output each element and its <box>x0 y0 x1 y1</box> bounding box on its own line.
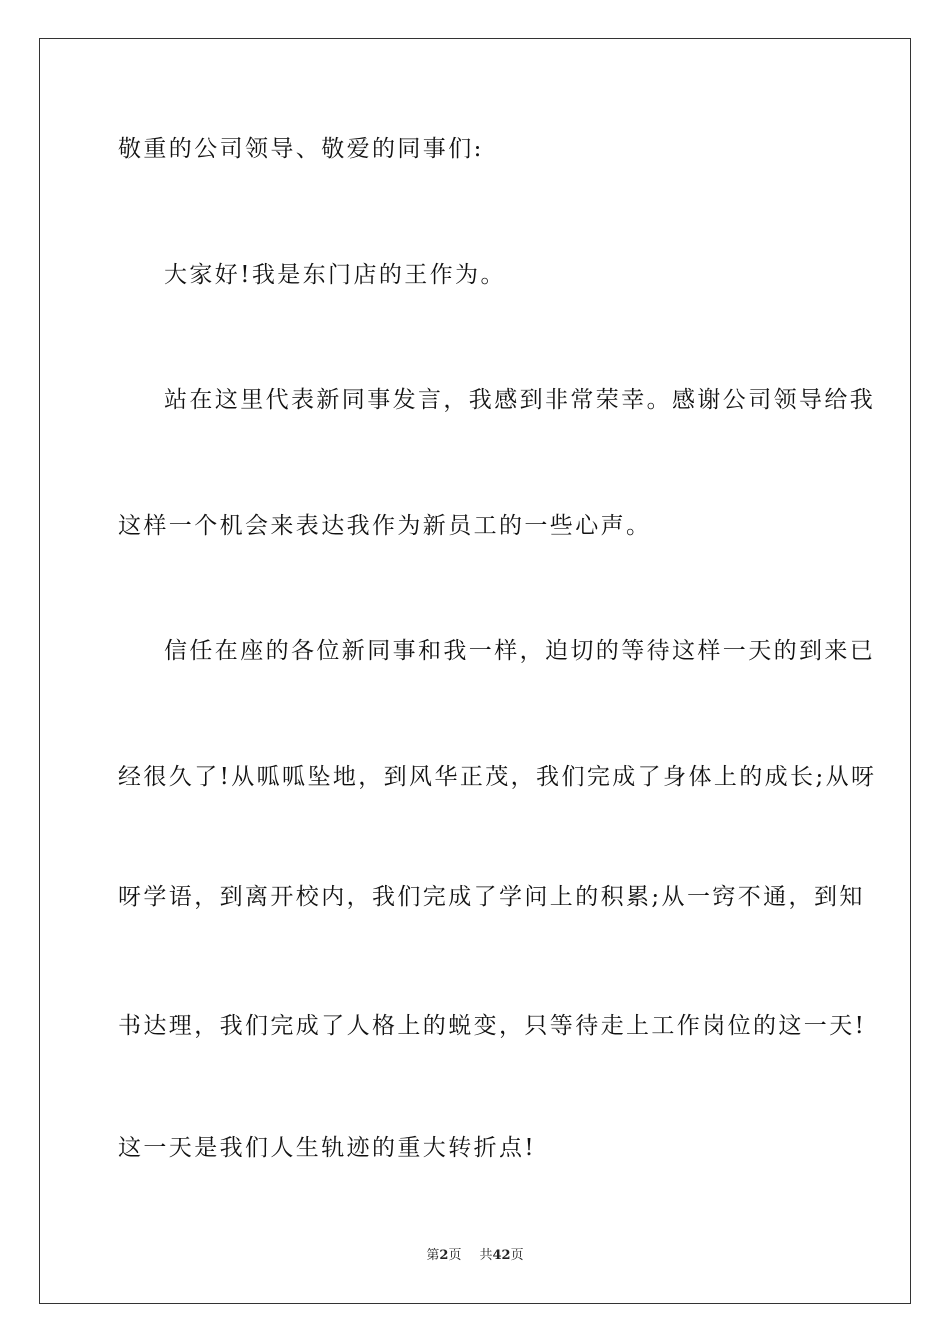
salutation-line: 敬重的公司领导、敬爱的同事们: <box>118 136 484 162</box>
total-prefix: 共 <box>479 1248 493 1263</box>
paragraph-line: 这一天是我们人生轨迹的重大转折点! <box>118 1135 537 1161</box>
page-suffix: 页 <box>448 1248 462 1263</box>
page-number: 2 <box>439 1248 449 1263</box>
page-footer <box>0 1247 950 1265</box>
page-prefix: 第 <box>426 1248 440 1263</box>
total-pages: 42 <box>492 1248 511 1263</box>
greeting-line: 大家好!我是东门店的王作为。 <box>164 262 506 288</box>
paragraph-line: 经很久了!从呱呱坠地，到风华正茂，我们完成了身体上的成长;从呀 <box>118 764 877 790</box>
page-border <box>39 38 911 1304</box>
paragraph-line: 呀学语，到离开校内，我们完成了学问上的积累;从一窍不通，到知 <box>118 884 865 910</box>
paragraph-line: 这样一个机会来表达我作为新员工的一些心声。 <box>118 513 652 539</box>
paragraph-line: 信任在座的各位新同事和我一样，迫切的等待这样一天的到来已 <box>164 638 876 664</box>
paragraph-line: 书达理，我们完成了人格上的蜕变，只等待走上工作岗位的这一天! <box>118 1013 867 1039</box>
total-suffix: 页 <box>510 1248 524 1263</box>
paragraph-line: 站在这里代表新同事发言，我感到非常荣幸。感谢公司领导给我 <box>164 387 876 413</box>
